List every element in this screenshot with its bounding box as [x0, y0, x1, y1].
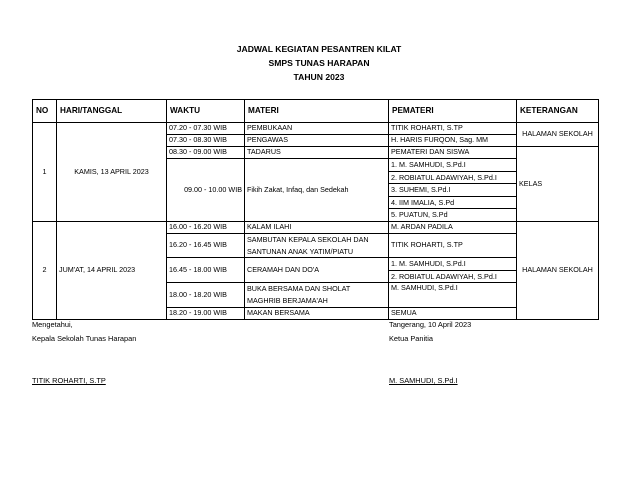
speaker-cell: SEMUA	[389, 307, 517, 319]
time-cell: 18.00 - 18.20 WIB	[167, 283, 245, 307]
document-title: JADWAL KEGIATAN PESANTREN KILAT	[236, 44, 402, 54]
column-header: WAKTU	[167, 100, 245, 123]
column-header: PEMATERI	[389, 100, 517, 123]
speaker-item: 1. M. SAMHUDI, S.Pd.I	[389, 159, 516, 172]
speaker-cell: M. ARDAN PADILA	[389, 221, 517, 233]
column-header: MATERI	[245, 100, 389, 123]
speaker-cell: M. SAMHUDI, S.Pd.I	[389, 283, 517, 307]
principal-title: Kepala Sekolah Tunas Harapan	[32, 334, 137, 343]
day-date: KAMIS, 13 APRIL 2023	[57, 123, 167, 222]
speaker-cell: H. HARIS FURQON, Sag. MM	[389, 135, 517, 147]
topic-line: SANTUNAN ANAK YATIM/PIATU	[247, 246, 354, 256]
school-name: SMPS TUNAS HARAPAN	[268, 58, 370, 68]
year-heading: TAHUN 2023	[293, 72, 345, 82]
topic-line: BUKA BERSAMA DAN SHOLAT	[247, 284, 351, 294]
topic-cell: PENGAWAS	[245, 135, 389, 147]
speaker-item: 4. IIM IMALIA, S.Pd	[389, 197, 516, 210]
place-date: Tangerang, 10 April 2023	[389, 320, 472, 329]
speaker-item: 2. ROBIATUL ADAWIYAH, S.Pd.I	[391, 271, 497, 281]
topic-cell: TADARUS	[245, 147, 389, 159]
table-header-row	[33, 100, 599, 123]
column-header: NO	[33, 100, 57, 123]
time-cell: 07.30 - 08.30 WIB	[167, 135, 245, 147]
topic-cell: KALAM ILAHI	[245, 221, 389, 233]
table-row	[33, 123, 599, 135]
speaker-cell: TITIK ROHARTI, S.TP	[389, 123, 517, 135]
column-header: KETERANGAN	[517, 100, 599, 123]
topic-cell	[245, 233, 389, 257]
speaker-list-cell	[389, 258, 517, 283]
schedule-table	[32, 99, 599, 320]
speaker-list-cell	[389, 159, 517, 222]
row-number: 1	[33, 123, 57, 222]
time-cell: 16.00 - 16.20 WIB	[167, 221, 245, 233]
location-cell: HALAMAN SEKOLAH	[517, 123, 599, 147]
topic-line: MAGHRIB BERJAMA'AH	[247, 295, 328, 305]
topic-cell: Fikih Zakat, Infaq, dan Sedekah	[245, 159, 389, 222]
location-cell: KELAS	[517, 147, 599, 222]
acknowledged-label: Mengetahui,	[32, 320, 73, 329]
principal-name: TITIK ROHARTI, S.TP	[32, 376, 106, 385]
day-date: JUM'AT, 14 APRIL 2023	[57, 221, 167, 319]
speaker-cell: TITIK ROHARTI, S.TP	[389, 233, 517, 257]
time-cell: 08.30 - 09.00 WIB	[167, 147, 245, 159]
topic-line: SAMBUTAN KEPALA SEKOLAH DAN	[247, 234, 369, 244]
location-cell: HALAMAN SEKOLAH	[517, 221, 599, 319]
column-header: HARI/TANGGAL	[57, 100, 167, 123]
topic-cell: CERAMAH DAN DO'A	[245, 258, 389, 283]
speaker-item: 1. M. SAMHUDI, S.Pd.I	[389, 258, 516, 271]
speaker-cell: PEMATERI DAN SISWA	[389, 147, 517, 159]
time-cell: 16.20 - 16.45 WIB	[167, 233, 245, 257]
topic-cell: MAKAN BERSAMA	[245, 307, 389, 319]
time-cell: 07.20 - 07.30 WIB	[167, 123, 245, 135]
time-cell: 09.00 - 10.00 WIB	[167, 159, 245, 222]
committee-title: Ketua Panitia	[389, 334, 433, 343]
table-row	[33, 221, 599, 233]
speaker-item: 2. ROBIATUL ADAWIYAH, S.Pd.I	[389, 172, 516, 185]
time-cell: 18.20 - 19.00 WIB	[167, 307, 245, 319]
topic-cell: PEMBUKAAN	[245, 123, 389, 135]
row-number: 2	[33, 221, 57, 319]
speaker-item: 3. SUHEMI, S.Pd.I	[389, 184, 516, 197]
committee-chair-name: M. SAMHUDI, S.Pd.I	[389, 376, 458, 385]
topic-cell	[245, 283, 389, 307]
time-cell: 16.45 - 18.00 WIB	[167, 258, 245, 283]
speaker-item: 5. PUATUN, S.Pd	[391, 210, 448, 220]
